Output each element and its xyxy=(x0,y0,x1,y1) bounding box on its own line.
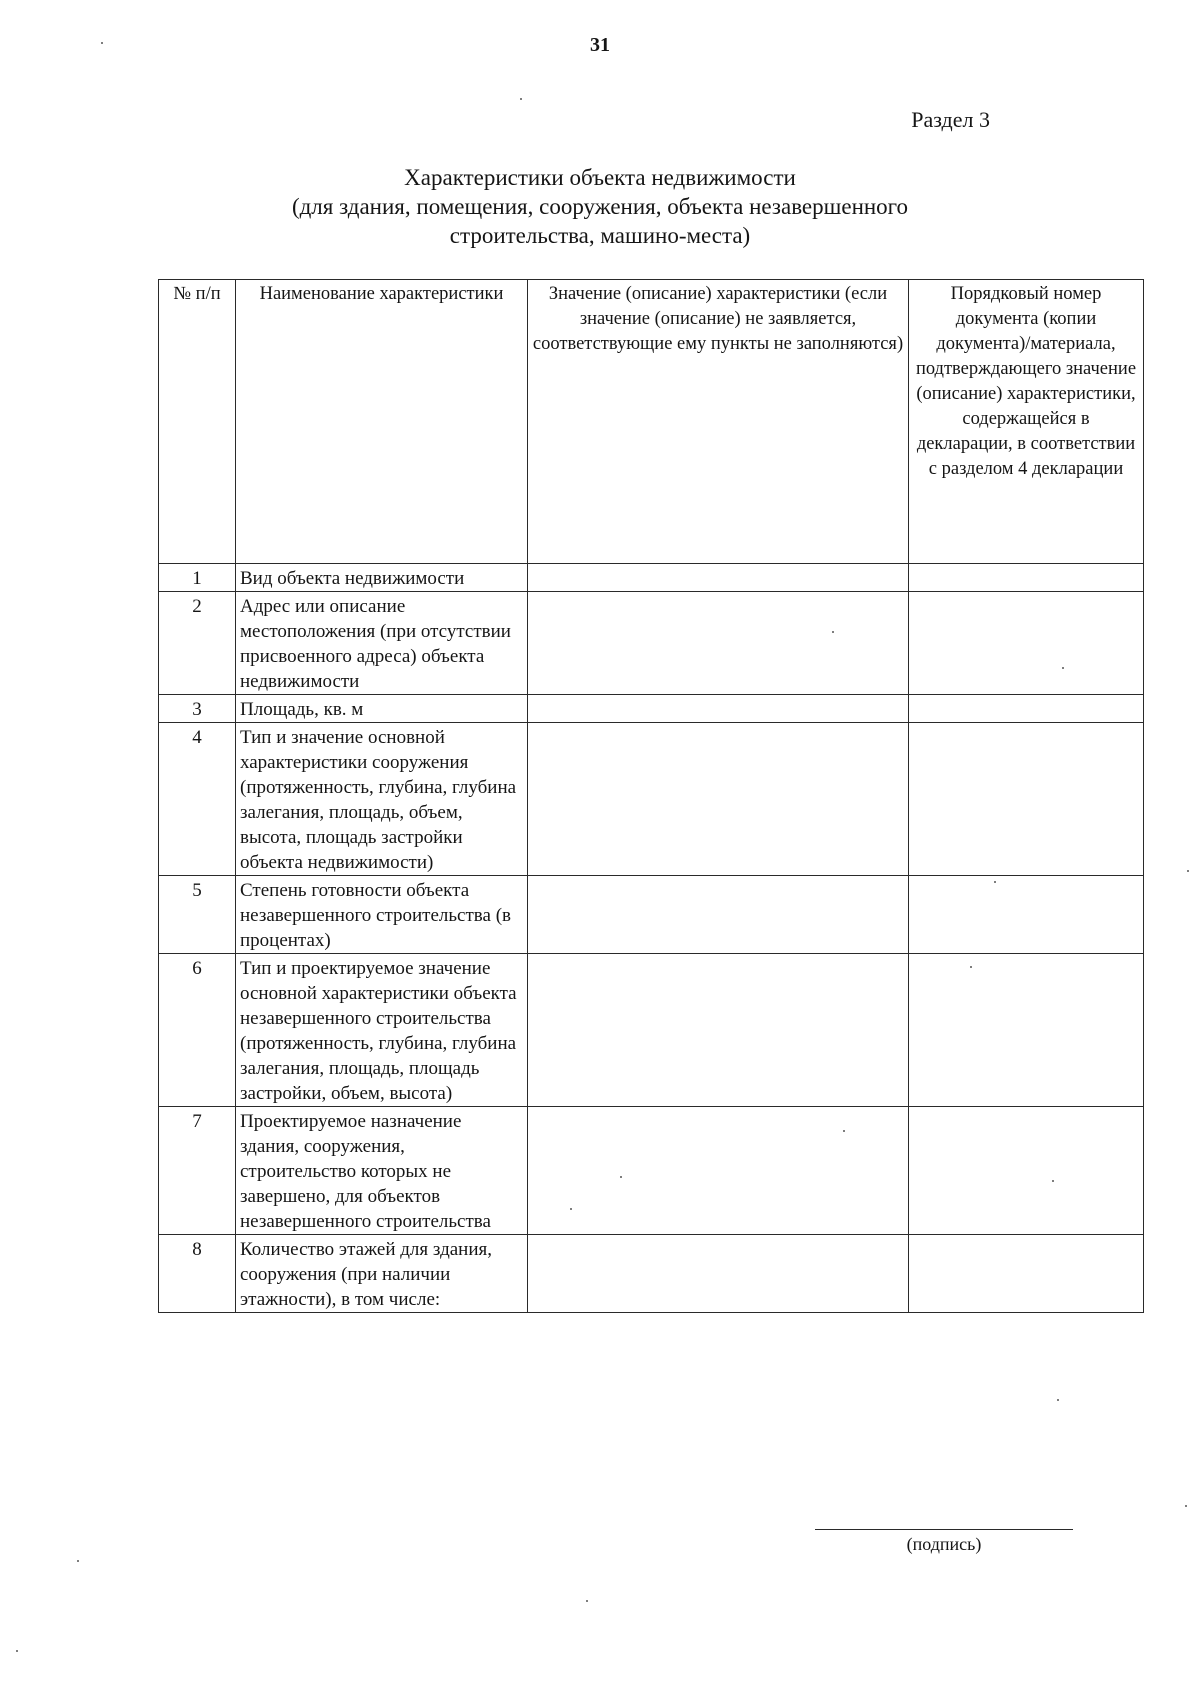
characteristics-table xyxy=(158,279,1144,1313)
scan-speck xyxy=(832,631,834,633)
row-num: 8 xyxy=(159,1235,236,1313)
row-value xyxy=(528,1107,909,1235)
signature-line xyxy=(815,1529,1073,1555)
row-doc xyxy=(909,695,1144,723)
row-num: 6 xyxy=(159,954,236,1107)
row-value xyxy=(528,723,909,876)
table-row xyxy=(159,592,1144,695)
scan-speck xyxy=(101,42,103,44)
scan-speck xyxy=(970,966,972,968)
scan-speck xyxy=(586,1600,588,1602)
scan-speck xyxy=(1052,1180,1054,1182)
row-name: Тип и значение основной характеристики сооружения (протяженность, глубина, глубина залегания, площадь, объем, высота, площадь застройки объекта недвижимости) xyxy=(236,723,528,876)
scan-speck xyxy=(843,1130,845,1132)
row-value xyxy=(528,592,909,695)
row-doc xyxy=(909,954,1144,1107)
row-num: 2 xyxy=(159,592,236,695)
row-name: Тип и проектируемое значение основной характеристики объекта незавершенного строительства (протяженность, глубина, глубина залегания, площадь, площадь застройки, объем, высота) xyxy=(236,954,528,1107)
document-title xyxy=(0,163,1200,250)
section-label: Раздел 3 xyxy=(911,107,990,132)
table-row xyxy=(159,564,1144,592)
row-num: 1 xyxy=(159,564,236,592)
table-row xyxy=(159,876,1144,954)
header-name: Наименование характеристики xyxy=(236,280,528,564)
scan-speck xyxy=(570,1208,572,1210)
row-doc xyxy=(909,564,1144,592)
table-header-row xyxy=(159,280,1144,564)
scan-speck xyxy=(620,1176,622,1178)
row-doc xyxy=(909,592,1144,695)
row-value xyxy=(528,1235,909,1313)
header-value: Значение (описание) характеристики (если значение (описание) не заявляется, соответствующие ему пункты не заполняются) xyxy=(528,280,909,564)
table-row xyxy=(159,723,1144,876)
scan-speck xyxy=(994,881,996,883)
row-name: Количество этажей для здания, сооружения (при наличии этажности), в том числе: xyxy=(236,1235,528,1313)
scan-speck xyxy=(16,1650,18,1652)
table-row xyxy=(159,954,1144,1107)
row-doc xyxy=(909,1107,1144,1235)
title-line: Характеристики объекта недвижимости xyxy=(404,165,796,190)
row-doc xyxy=(909,876,1144,954)
page-number: 31 xyxy=(590,34,610,56)
scan-speck xyxy=(1185,1505,1187,1507)
row-name: Площадь, кв. м xyxy=(236,695,528,723)
row-doc xyxy=(909,1235,1144,1313)
row-name: Степень готовности объекта незавершенного строительства (в процентах) xyxy=(236,876,528,954)
row-num: 5 xyxy=(159,876,236,954)
row-doc xyxy=(909,723,1144,876)
header-doc: Порядковый номер документа (копии документа)/материала, подтверждающего значение (описание) характеристики, содержащейся в декларации, в соответствии с разделом 4 декларации xyxy=(909,280,1144,564)
scan-speck xyxy=(1187,870,1189,872)
row-num: 3 xyxy=(159,695,236,723)
row-num: 7 xyxy=(159,1107,236,1235)
header-num: № п/п xyxy=(159,280,236,564)
row-name: Адрес или описание местоположения (при отсутствии присвоенного адреса) объекта недвижимости xyxy=(236,592,528,695)
row-value xyxy=(528,695,909,723)
scan-speck xyxy=(520,98,522,100)
title-line: строительства, машино-места) xyxy=(449,223,751,248)
title-line: (для здания, помещения, сооружения, объекта незавершенного xyxy=(291,194,909,219)
row-num: 4 xyxy=(159,723,236,876)
table-row xyxy=(159,1107,1144,1235)
row-value xyxy=(528,954,909,1107)
scan-speck xyxy=(77,1560,79,1562)
row-value xyxy=(528,876,909,954)
table-row xyxy=(159,695,1144,723)
table-row xyxy=(159,1235,1144,1313)
row-name: Проектируемое назначение здания, сооружения, строительство которых не завершено, для объектов незавершенного строительства xyxy=(236,1107,528,1235)
scan-speck xyxy=(1057,1399,1059,1401)
signature-caption: (подпись) xyxy=(906,1534,982,1554)
row-value xyxy=(528,564,909,592)
scan-speck xyxy=(1062,667,1064,669)
row-name: Вид объекта недвижимости xyxy=(236,564,528,592)
